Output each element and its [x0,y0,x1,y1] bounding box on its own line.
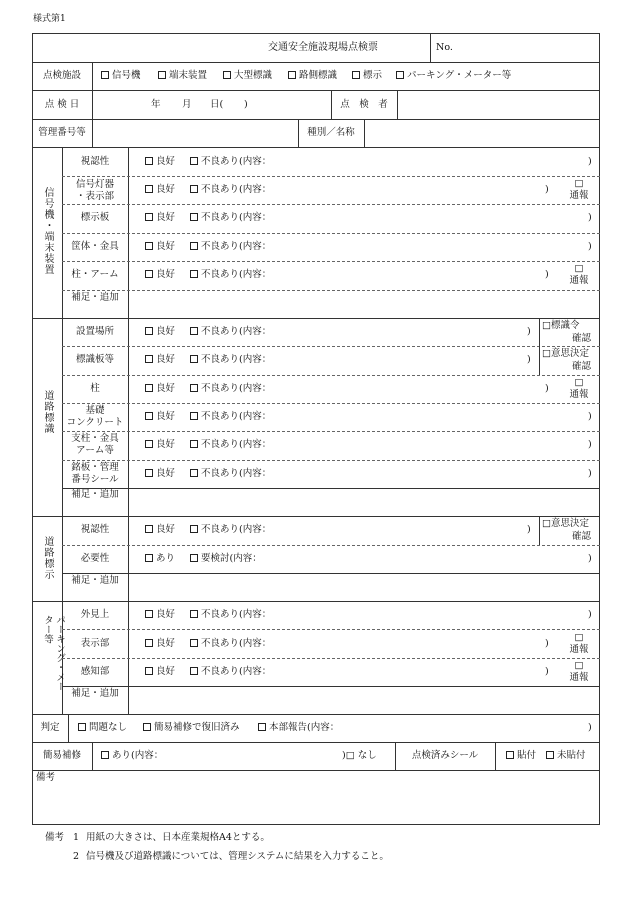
signal-item-pole: 柱・アーム [71,269,119,280]
road-sign-nameplate-good[interactable]: 良好 [145,468,175,480]
marking-decision-confirm-label: 確認 [572,531,592,542]
signal-pole-good[interactable]: 良好 [145,269,175,281]
signal-visibility-good[interactable]: 良好 [145,156,175,168]
facility-label: 点検施設 [42,70,81,81]
checkbox[interactable] [143,723,151,731]
road-sign-item-plate: 標識板等 [75,354,114,365]
checkbox[interactable] [190,355,198,363]
facility-option-parking-meter[interactable]: パーキング・メーター等 [396,70,511,82]
checkbox[interactable] [258,723,266,731]
close-paren: ) [588,609,592,620]
judgement-repaired[interactable]: 簡易補修で復旧済み [143,722,240,734]
road-sign-pole-good[interactable]: 良好 [145,383,175,395]
road-sign-item-foundation: 基礎 コンクリート [66,405,124,428]
checkbox[interactable] [78,723,86,731]
road-sign-item-pole: 柱 [90,383,100,394]
signal-pole-bad[interactable]: 不良あり(内容： [190,269,271,281]
form-number: 様式第1 [33,14,66,24]
decision-confirm-label: 確認 [572,361,592,372]
close-paren: ) [588,241,592,252]
parking-display-report[interactable] [564,632,594,656]
report-checkbox[interactable]: □ [574,632,584,643]
date-month: 月 [182,99,192,110]
road-sign-support-bad[interactable]: 不良あり(内容： [190,439,271,451]
checkbox[interactable] [190,469,198,477]
close-paren: ) [588,439,592,450]
road-sign-foundation-bad[interactable]: 不良あり(内容： [190,411,271,423]
report-label: 通報 [569,644,589,655]
decision-confirm-checkbox[interactable]: □意思決定 [542,348,589,359]
signal-visibility-bad[interactable]: 不良あり(内容： [190,156,271,168]
checkbox[interactable] [288,71,296,79]
report-label: 通報 [569,389,589,400]
date-day: 日( [210,99,224,110]
repair-yes[interactable]: あり(内容： [101,750,163,762]
road-sign-location-bad[interactable]: 不良あり(内容： [190,326,271,338]
no-field[interactable] [458,36,596,60]
facility-option-terminal[interactable]: 端末装置 [158,70,207,82]
road-sign-plate-bad[interactable]: 不良あり(内容： [190,354,271,366]
close-paren: ) [588,722,592,733]
parking-sensor-good[interactable]: 良好 [145,666,175,678]
report-label: 通報 [569,672,589,683]
facility-option-roadside-sign[interactable]: 路側標識 [288,70,337,82]
road-marking-group-label: 道路標示 [42,536,53,580]
checkbox[interactable] [396,71,404,79]
road-sign-foundation-good[interactable]: 良好 [145,411,175,423]
signal-lamp-report[interactable] [564,178,594,202]
signal-board-bad[interactable]: 不良あり(内容： [190,212,271,224]
checkbox[interactable] [145,639,153,647]
repair-label: 簡易補修 [42,750,81,761]
checkbox[interactable] [190,440,198,448]
footnote-1-text: 用紙の大きさは、日本産業規格A4とする。 [86,832,270,843]
checkbox[interactable] [190,185,198,193]
checkbox[interactable] [223,71,231,79]
report-label: 通報 [569,190,589,201]
facility-option-signal[interactable]: 信号機 [101,70,141,82]
road-sign-pole-report[interactable] [564,377,594,401]
report-checkbox[interactable]: □ [574,377,584,388]
road-marking-item-visibility: 視認性 [80,524,110,535]
checkbox[interactable] [190,157,198,165]
checkbox[interactable] [546,751,554,759]
date-label: 点 検 日 [44,99,80,110]
type-name-field[interactable] [367,122,596,144]
road-sign-group-label: 道路標識 [42,390,53,434]
close-paren: ) [527,524,531,535]
parking-exterior-good[interactable]: 良好 [145,609,175,621]
road-marking-necessity-review[interactable]: 要検討(内容： [190,553,262,565]
judgement-label: 判定 [40,722,60,733]
sign-order-confirm-checkbox[interactable]: □標識令 [542,320,580,331]
signal-lamp-bad[interactable]: 不良あり(内容： [190,184,271,196]
signal-item-board: 標示板 [80,212,110,223]
close-paren: ) [527,354,531,365]
close-paren: ) [527,326,531,337]
checkbox[interactable] [190,327,198,335]
checkbox[interactable] [145,213,153,221]
checkbox[interactable] [190,412,198,420]
parking-sensor-report[interactable] [564,660,594,684]
report-checkbox[interactable]: □ [574,660,584,671]
close-paren: ) [545,638,549,649]
marking-decision-confirm-checkbox[interactable]: □意思決定 [542,518,589,529]
checkbox[interactable] [190,384,198,392]
close-paren: ) [588,468,592,479]
checkbox[interactable] [101,71,109,79]
mgmt-no-field[interactable] [96,122,294,144]
checkbox[interactable] [145,270,153,278]
road-sign-nameplate-bad[interactable]: 不良あり(内容： [190,468,271,480]
checkbox[interactable] [145,554,153,562]
road-sign-item-location: 設置場所 [75,326,114,337]
parking-supplement-label: 補足・追加 [71,688,119,699]
checkbox[interactable] [145,610,153,618]
form-border [32,33,600,825]
inspector-label: 点 検 者 [340,99,388,110]
remarks-field[interactable] [34,786,598,823]
remarks-label: 備考 [36,772,56,783]
road-marking-item-necessity: 必要性 [80,553,110,564]
report-checkbox[interactable]: □ [574,263,584,274]
close-paren: ) [588,212,592,223]
road-sign-location-good[interactable]: 良好 [145,326,175,338]
checkbox[interactable] [145,667,153,675]
facility-option-large-sign[interactable]: 大型標識 [223,70,272,82]
signal-pole-report[interactable] [564,263,594,287]
checkbox[interactable] [145,157,153,165]
parking-display-good[interactable]: 良好 [145,638,175,650]
checkbox[interactable] [352,71,360,79]
facility-option-marking[interactable]: 標示 [352,70,382,82]
parking-group-label: パーキング・メーター等 [42,615,65,691]
sign-order-confirm-label: 確認 [572,333,592,344]
date-year: 年 [151,99,161,110]
checkbox[interactable] [145,185,153,193]
close-paren: ) [588,553,592,564]
checkbox[interactable] [145,384,153,392]
checkbox[interactable] [190,525,198,533]
judgement-no-problem[interactable]: 問題なし [78,722,127,734]
parking-sensor-bad[interactable]: 不良あり(内容： [190,666,271,678]
type-name-label: 種別／名称 [307,127,355,138]
inspector-field[interactable] [400,93,596,116]
checkbox[interactable] [145,242,153,250]
checkbox[interactable] [190,667,198,675]
footnote-2-text: 信号機及び道路標識については、管理システムに結果を入力すること。 [86,851,389,862]
road-marking-visibility-bad[interactable]: 不良あり(内容： [190,524,271,536]
report-label: 通報 [569,275,589,286]
road-marking-necessity-yes[interactable]: あり [145,553,175,565]
mgmt-no-label: 管理番号等 [38,127,86,138]
close-paren: ) [588,156,592,167]
date-field[interactable] [96,93,326,116]
road-sign-item-support: 支柱・金具 アーム等 [71,433,119,456]
checkbox[interactable] [101,751,109,759]
close-paren: ) [545,383,549,394]
parking-item-exterior: 外見上 [80,609,110,620]
date-close: ) [244,99,248,110]
checkbox[interactable] [145,469,153,477]
road-sign-plate-good[interactable]: 良好 [145,354,175,366]
footnote-1-number: 1 [73,832,80,843]
road-sign-item-nameplate: 銘板・管理 番号シール [71,462,119,485]
report-checkbox[interactable]: □ [574,178,584,189]
close-paren: ) [545,666,549,677]
road-sign-support-good[interactable]: 良好 [145,439,175,451]
signal-supplement-label: 補足・追加 [71,292,119,303]
checkbox[interactable] [506,751,514,759]
checkbox[interactable] [190,242,198,250]
close-paren: ) [545,184,549,195]
footnote-2-number: 2 [73,851,80,862]
road-sign-supplement-label: 補足・追加 [71,489,119,500]
close-paren: ) [545,269,549,280]
close-paren: ) [588,411,592,422]
checkbox[interactable] [145,327,153,335]
checkbox[interactable] [190,610,198,618]
signal-item-lamp: 信号灯器 ・表示部 [75,179,114,202]
parking-item-sensor: 感知部 [80,666,110,677]
parking-display-bad[interactable]: 不良あり(内容： [190,638,271,650]
no-label: No. [436,42,453,53]
sticker-not-affixed[interactable]: 未貼付 [546,750,586,762]
checkbox[interactable] [190,554,198,562]
signal-board-good[interactable]: 良好 [145,212,175,224]
checkbox[interactable] [190,270,198,278]
signal-lamp-good[interactable]: 良好 [145,184,175,196]
parking-item-display: 表示部 [80,638,110,649]
checkbox[interactable] [145,355,153,363]
repair-none[interactable]: )□ なし [342,750,377,761]
signal-housing-bad[interactable]: 不良あり(内容： [190,241,271,253]
parking-exterior-bad[interactable]: 不良あり(内容： [190,609,271,621]
checkbox[interactable] [145,440,153,448]
sticker-label: 点検済みシール [411,750,479,761]
checkbox[interactable] [158,71,166,79]
judgement-report-hq[interactable]: 本部報告(内容： [258,722,339,734]
road-sign-pole-bad[interactable]: 不良あり(内容： [190,383,271,395]
checkbox[interactable] [190,213,198,221]
signal-item-housing: 筐体・金具 [71,241,119,252]
checkbox[interactable] [190,639,198,647]
signal-group-label: 信号機・端末装置 [42,187,53,275]
checkbox[interactable] [145,412,153,420]
form-title: 交通安全施設現場点検票 [268,42,378,53]
checkbox[interactable] [145,525,153,533]
signal-item-visibility: 視認性 [80,156,110,167]
signal-housing-good[interactable]: 良好 [145,241,175,253]
road-marking-supplement-label: 補足・追加 [71,575,119,586]
sticker-affixed[interactable]: 貼付 [506,750,536,762]
footnote-label: 備考 [45,832,65,843]
road-marking-visibility-good[interactable]: 良好 [145,524,175,536]
